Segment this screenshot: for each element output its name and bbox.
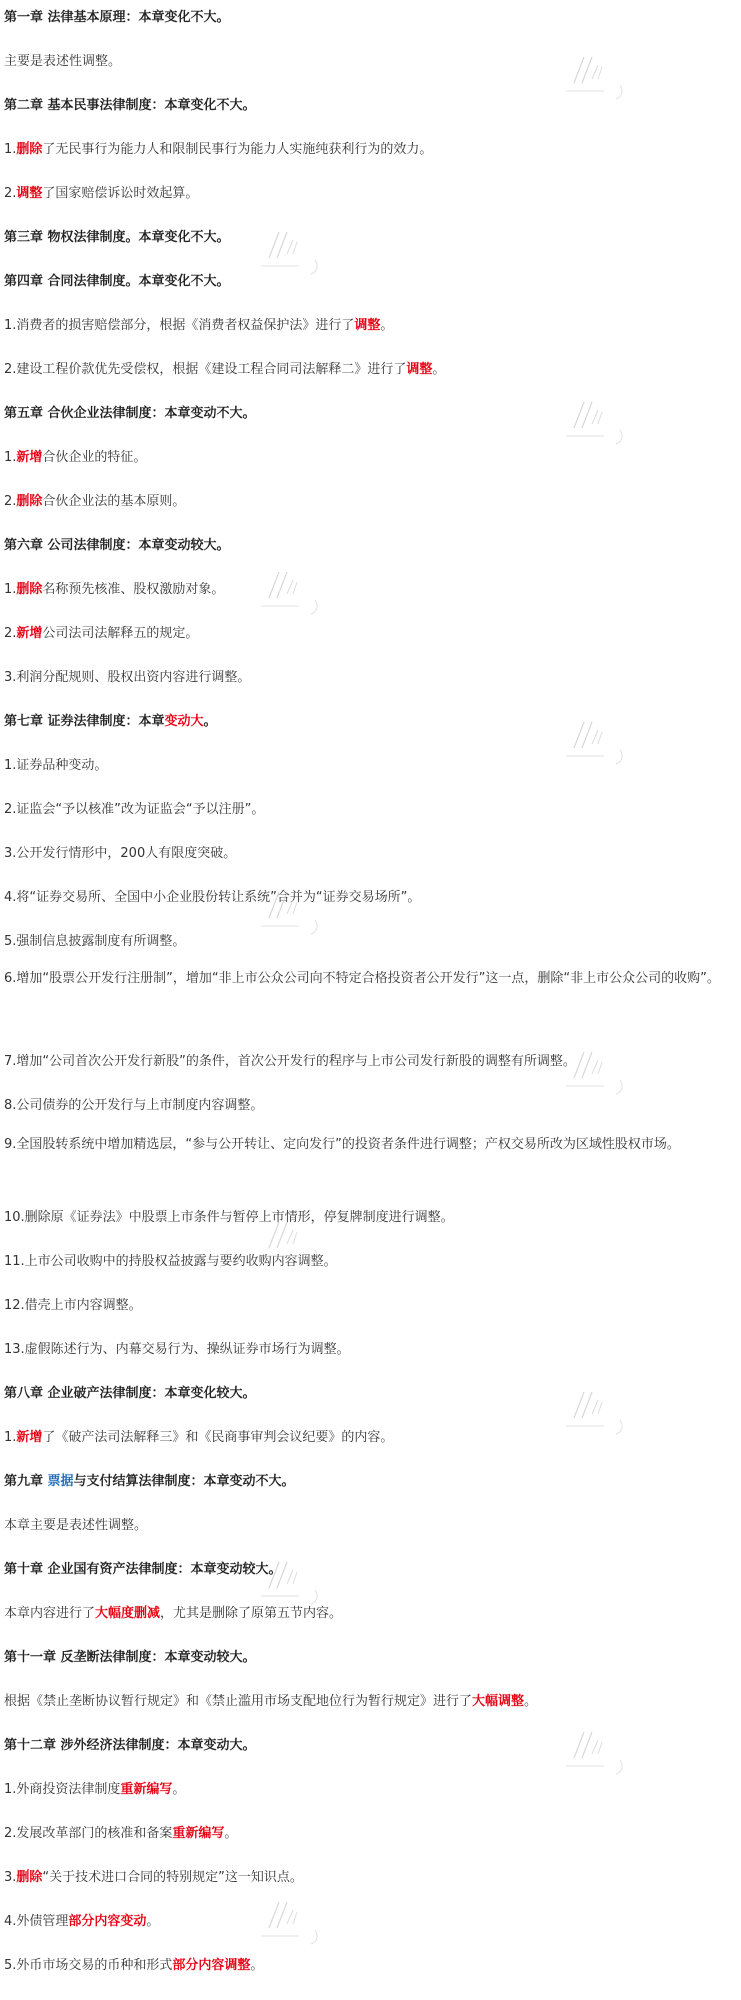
text-segment: 3.利润分配规则、股权出资内容进行调整。 [4, 670, 251, 685]
paragraph [4, 1824, 737, 1844]
text-segment: 11.上市公司收购中的持股权益披露与要约收购内容调整。 [4, 1254, 337, 1269]
text-segment: 1.消费者的损害赔偿部分，根据《消费者权益保护法》进行了 [4, 318, 355, 333]
paragraph [4, 800, 737, 820]
faint-handwriting-mark-icon [255, 1550, 335, 1610]
paragraph [4, 968, 737, 989]
text-segment: 本章内容进行了 [4, 1606, 96, 1621]
text-segment: 合伙企业法的基本原则。 [42, 494, 186, 509]
text-segment: 第二章 基本民事法律制度：本章变化不大。 [4, 98, 256, 113]
highlight-text: 删除 [16, 494, 43, 509]
highlight-text: 删除 [16, 582, 43, 597]
paragraph [4, 1868, 737, 1888]
text-segment: 第六章 公司法律制度：本章变动较大。 [4, 538, 230, 553]
paragraph [4, 1096, 737, 1116]
text-segment: 13.虚假陈述行为、内幕交易行为、操纵证券市场行为调整。 [4, 1342, 350, 1357]
paragraph [4, 1956, 737, 1976]
text-segment: 10.删除原《证券法》中股票上市条件与暂停上市情形，停复牌制度进行调整。 [4, 1210, 454, 1225]
text-segment: 与支付结算法律制度：本章变动不大。 [73, 1474, 295, 1489]
paragraph [4, 756, 737, 776]
highlight-text: 删除 [16, 1870, 43, 1885]
text-segment: 。 [172, 1782, 186, 1797]
text-segment: 了《破产法司法解释三》和《民商事审判会议纪要》的内容。 [42, 1430, 394, 1445]
text-segment: 公司法司法解释五的规定。 [42, 626, 199, 641]
chapter-heading [4, 8, 737, 28]
text-segment: 。 [224, 1826, 238, 1841]
text-segment: 。 [203, 714, 217, 729]
text-segment: 本章主要是表述性调整。 [4, 1518, 148, 1533]
text-segment: 。 [380, 318, 394, 333]
paragraph [4, 580, 737, 600]
text-segment: 1.外商投资法律制度 [4, 1782, 121, 1797]
highlight-text: 部分内容变动 [68, 1914, 147, 1929]
chapter-heading [4, 1384, 737, 1404]
paragraph [4, 360, 737, 380]
text-segment: 8.公司债券的公开发行与上市制度内容调整。 [4, 1098, 264, 1113]
chapter-heading [4, 404, 737, 424]
chapter-heading [4, 96, 737, 116]
text-segment: 第八章 企业破产法律制度：本章变化较大。 [4, 1386, 256, 1401]
paragraph [4, 932, 737, 952]
text-segment: 了国家赔偿诉讼时效起算。 [42, 186, 199, 201]
highlight-text: 调整 [406, 362, 433, 377]
paragraph [4, 1604, 737, 1624]
text-segment: ，尤其是删除了原第五节内容。 [160, 1606, 343, 1621]
paragraph [4, 1052, 737, 1072]
paragraph [4, 1252, 737, 1272]
highlight-text: 大幅调整 [472, 1694, 525, 1709]
text-segment: 。 [250, 1958, 264, 1973]
text-segment: 2.建设工程价款优先受偿权，根据《建设工程合同司法解释二》进行了 [4, 362, 407, 377]
text-segment: 。 [432, 362, 446, 377]
text-segment: 1. [4, 450, 17, 465]
paragraph [4, 1428, 737, 1448]
text-segment: 合伙企业的特征。 [42, 450, 147, 465]
text-segment: 3. [4, 1870, 17, 1885]
text-segment: “关于技术进口合同的特别规定”这一知识点。 [42, 1870, 303, 1885]
paragraph [4, 316, 737, 336]
paragraph [4, 52, 737, 72]
text-segment: 1. [4, 582, 17, 597]
chapter-heading [4, 272, 737, 292]
chapter-heading [4, 712, 737, 732]
text-segment: 2. [4, 626, 17, 641]
text-segment: 第十二章 涉外经济法律制度：本章变动大。 [4, 1738, 256, 1753]
paragraph [4, 1208, 737, 1228]
chapter-heading [4, 1560, 737, 1580]
paragraph [4, 492, 737, 512]
text-segment: 名称预先核准、股权激励对象。 [42, 582, 225, 597]
text-segment: 2.证监会“予以核准”改为证监会“予以注册”。 [4, 802, 265, 817]
paragraph [4, 1692, 737, 1712]
text-segment: 了无民事行为能力人和限制民事行为能力人实施纯获利行为的效力。 [42, 142, 433, 157]
paragraph [4, 624, 737, 644]
paragraph [4, 1296, 737, 1316]
highlight-text: 删除 [16, 142, 43, 157]
text-segment: 第十章 企业国有资产法律制度：本章变动较大。 [4, 1562, 282, 1577]
text-segment: 第四章 合同法律制度。本章变化不大。 [4, 274, 230, 289]
highlight-text: 重新编写 [172, 1826, 225, 1841]
paragraph [4, 184, 737, 204]
chapter-heading [4, 1736, 737, 1756]
text-segment: 5.外币市场交易的币种和形式 [4, 1958, 173, 1973]
text-segment: 主要是表述性调整。 [4, 54, 122, 69]
paragraph [4, 1780, 737, 1800]
paragraph [4, 1516, 737, 1536]
highlight-text: 重新编写 [120, 1782, 173, 1797]
highlight-text: 新增 [16, 450, 43, 465]
highlight-text: 部分内容调整 [172, 1958, 251, 1973]
text-segment: 1.证券品种变动。 [4, 758, 108, 773]
text-segment: 第五章 合伙企业法律制度：本章变动不大。 [4, 406, 256, 421]
text-segment: 1. [4, 142, 17, 157]
text-segment: 12.借壳上市内容调整。 [4, 1298, 142, 1313]
text-segment: 3.公开发行情形中，200人有限度突破。 [4, 846, 237, 861]
text-segment: 6.增加“股票公开发行注册制”，增加“非上市公众公司向不特定合格投资者公开发行”这一点，删除“非上市公众公司的收购”。 [4, 971, 720, 986]
text-segment: 5.强制信息披露制度有所调整。 [4, 934, 186, 949]
text-segment: 9.全国股转系统中增加精选层，“参与公开转让、定向发行”的投资者条件进行调整；产权交易所改为区域性股权市场。 [4, 1137, 680, 1152]
highlight-text: 调整 [354, 318, 381, 333]
text-segment: 1. [4, 1430, 17, 1445]
text-segment: 第一章 法律基本原理：本章变化不大。 [4, 10, 230, 25]
highlight-text: 新增 [16, 626, 43, 641]
chapter-heading [4, 228, 737, 248]
text-segment: 2.发展改革部门的核准和备案 [4, 1826, 173, 1841]
paragraph [4, 140, 737, 160]
text-segment: 第三章 物权法律制度。本章变化不大。 [4, 230, 230, 245]
text-segment: 7.增加“公司首次公开发行新股”的条件，首次公开发行的程序与上市公司发行新股的调整有所调整。 [4, 1054, 576, 1069]
text-segment: 第七章 证券法律制度：本章 [4, 714, 165, 729]
text-segment: 4.将“证券交易所、全国中小企业股份转让系统”合并为“证券交易场所”。 [4, 890, 421, 905]
highlight-text: 调整 [16, 186, 43, 201]
text-segment: 2. [4, 494, 17, 509]
text-segment: 4.外债管理 [4, 1914, 69, 1929]
highlight-text: 新增 [16, 1430, 43, 1445]
text-segment: 第九章 [4, 1474, 48, 1489]
paragraph [4, 668, 737, 688]
chapter-heading [4, 1472, 737, 1492]
link-text[interactable]: 票据 [47, 1474, 74, 1489]
chapter-heading [4, 1648, 737, 1668]
text-segment: 。 [146, 1914, 160, 1929]
highlight-text: 大幅度删减 [95, 1606, 161, 1621]
paragraph [4, 1340, 737, 1360]
paragraph [4, 888, 737, 908]
text-segment: 2. [4, 186, 17, 201]
paragraph [4, 448, 737, 468]
text-segment: 。 [524, 1694, 538, 1709]
text-segment: 第十一章 反垄断法律制度：本章变动较大。 [4, 1650, 256, 1665]
highlight-text: 变动大 [164, 714, 204, 729]
paragraph [4, 844, 737, 864]
paragraph [4, 1912, 737, 1932]
chapter-heading [4, 536, 737, 556]
text-segment: 根据《禁止垄断协议暂行规定》和《禁止滥用市场支配地位行为暂行规定》进行了 [4, 1694, 473, 1709]
paragraph [4, 1134, 737, 1155]
